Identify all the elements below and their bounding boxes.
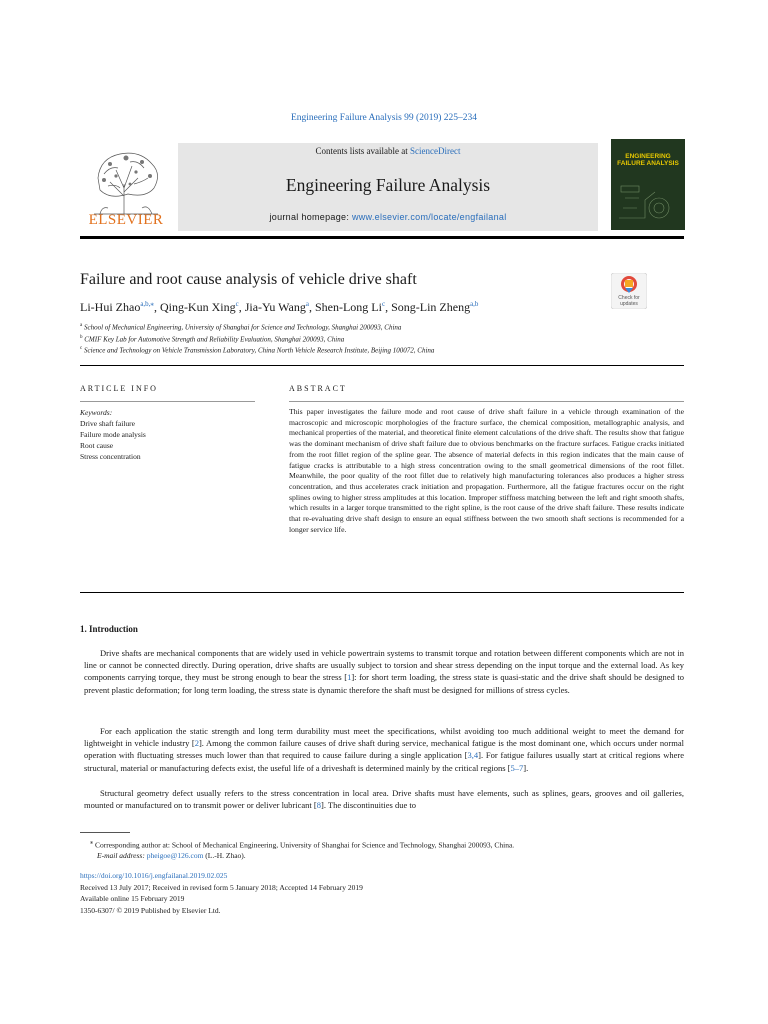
contents-prefix: Contents lists available at (315, 146, 408, 156)
author[interactable]: Qing-Kun Xing$^c$ (159, 300, 239, 314)
homepage-prefix: journal homepage: (269, 212, 350, 222)
affiliation: $^a$ School of Mechanical Engineering, University of Shanghai for Science and Technology, Shanghai 200093, China (80, 323, 402, 332)
author[interactable]: Shen-Long Li$^c$ (314, 300, 386, 314)
email-link[interactable]: pheigoe@126.com (146, 851, 204, 860)
doi-link[interactable]: https://doi.org/10.1016/j.engfailanal.2019.02.025 (80, 871, 228, 880)
author[interactable]: Song-Lin Zheng$^{a,b}$ (391, 300, 479, 314)
sciencedirect-link[interactable]: ScienceDirect (410, 146, 461, 156)
reference-link[interactable]: 8 (316, 800, 321, 811)
body-paragraph: Drive shafts are mechanical components that are widely used in vehicle powertrain systems to transmit torque and rotation between different components which are not in line or cannot be connected directly. During operation, drive shafts are usually subject to torsion and shear stress depending on the input torque and the external load. As key components carrying torque, they must be strong enough to bear the stress [1]: for short term loading, the stress state is quasi-static and the drive shaft should be designed to prevent plastic deformation; for long term loading, the stress state is dynamic therefore the shaft must be designed for millions of stress cycles. (84, 648, 684, 695)
header-divider (80, 365, 684, 366)
author[interactable]: Jia-Yu Wang$^a$ (244, 300, 309, 314)
masthead-rule (80, 236, 684, 239)
journal-citation[interactable]: Engineering Failure Analysis 99 (2019) 225–234 (290, 113, 477, 123)
author-list: Li-Hui Zhao$^{a,b,⁎}$, Qing-Kun Xing$^c$, Jia-Yu Wang$^a$, Shen-Long Li$^c$, Song-Lin Zheng$^{a,b}$ (80, 300, 479, 314)
abstract-body: This paper investigates the failure mode and root cause of drive shaft failure in a vehicle through examination of the macroscopic and microscopic morphologies of the fracture surface, the chemical composition, metallographic analysis, and mechanical properties of the material, and theoretical finite element calculations of the drive shaft. The results show that fatigue was the dominant mechanism of drive shaft failure due to obvious benchmarks on the fracture surfaces. Fatigue cracks initiated from the root fillet region of the spline gear. The absence of material defects in this region indicates that the main cause of fatigue cracks is attributable to a high stress concentration owing to the small geometrical dimensions of the root fillet. Meanwhile, the poor quality of the root fillet due to relatively high manufacturing tolerances also produces a higher stress concentration, and thus accelerates crack initiation and propagation. Furthermore, all the fatigue fractures occur on the right splines owing to higher stress amplitudes at this location. Improper stiffness matching between the left and right smooth shafts, which results in a larger torque transmitted to the right spline, is the root cause of the drive shaft failure. These results indicate that re-evaluating drive shaft design to ensure an equal stiffness between the two smooth shaft sections is recommended for a longer service life. (289, 407, 684, 534)
journal-title: Engineering Failure Analysis (285, 175, 491, 195)
affiliation: $^c$ Science and Technology on Vehicle Transmission Laboratory, China North Vehicle Research Institute, Beijing 100072, China (80, 346, 435, 355)
author[interactable]: Li-Hui Zhao$^{a,b,⁎}$ (80, 300, 154, 314)
homepage-link[interactable]: www.elsevier.com/locate/engfailanal (351, 212, 507, 222)
footnote-rule (80, 832, 130, 833)
journal-homepage (178, 212, 598, 222)
publisher-logo-text: ELSEVIER (88, 212, 164, 228)
abstract-divider (289, 401, 684, 402)
reference-link[interactable]: 5–7 (510, 762, 524, 773)
keyword: Drive shaft failure (80, 419, 135, 428)
abstract-heading: ABSTRACT (289, 384, 347, 393)
crossmark-label[interactable]: Check for updates (618, 295, 640, 307)
abstract-bottom-rule (80, 592, 684, 593)
keyword: Root cause (80, 441, 114, 450)
keyword: Failure mode analysis (80, 430, 146, 439)
reference-link[interactable]: 2 (194, 738, 199, 749)
copyright: 1350-6307/ © 2019 Published by Elsevier Ltd. (80, 906, 221, 915)
keywords-heading: Keywords: (80, 408, 113, 417)
article-info-heading: ARTICLE INFO (80, 384, 158, 393)
body-paragraph: Structural geometry defect usually refers to the stress concentration in local area. Drive shafts must have elements, such as splines, gears, grooves and oil galleries, mounted or manufactured on to transmit power or deliver lubricant [8]. The discontinuities due to (84, 788, 684, 811)
footnote-corresponding: ⁎ Corresponding author at: School of Mechanical Engineering, University of Shanghai for Science and Technology, Shanghai 200093, China. (90, 839, 515, 850)
received-dates: Received 13 July 2017; Received in revised form 5 January 2018; Accepted 14 February 2019 (80, 883, 363, 892)
reference-link[interactable]: 3,4 (467, 750, 479, 761)
section-heading: 1. Introduction (80, 624, 138, 634)
keyword: Stress concentration (80, 452, 141, 461)
journal-cover-artwork (615, 178, 681, 226)
paper-title: Failure and root cause analysis of vehicle drive shaft (80, 271, 417, 288)
available-date: Available online 15 February 2019 (80, 894, 185, 903)
article-info-divider (80, 401, 255, 402)
affiliation: $^b$ CMIF Key Lab for Automotive Strength and Reliability Evaluation, Shanghai 200093, China (80, 335, 345, 344)
contents-line (178, 146, 598, 156)
footnote-email: E-mail address: pheigoe@126.com (L.-H. Zhao). (97, 851, 246, 860)
body-paragraph: For each application the static strength and long term durability must meet the specifications, whilst avoiding too much additional weight to meet the demand for lightweight in vehicle industry [2]. Among the common failure causes of drive shaft during service, mechanical fatigue is the most dominant one, which occurs under normal operation with fluctuating stresses much lower than that required to cause failure during a single application [3,4]. For fatigue failures usually start at critical regions where structural, material or manufacturing defects exist, the useful life of a driveshaft is determined mainly by the critical regions [5–7]. (84, 726, 685, 773)
reference-link[interactable]: 1 (347, 672, 352, 683)
journal-cover-title: ENGINEERING FAILURE ANALYSIS (617, 153, 679, 167)
